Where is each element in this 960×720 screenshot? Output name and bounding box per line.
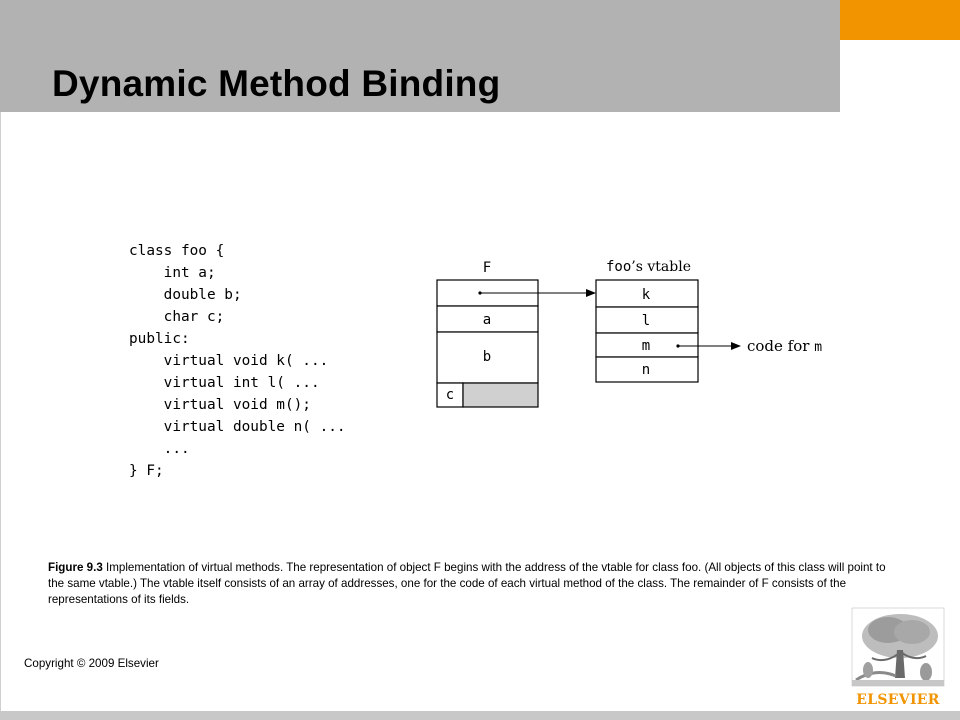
code-line: virtual double n( ... [129,419,346,435]
code-listing [129,240,346,482]
figure-caption [48,560,898,608]
vtable [596,280,698,382]
code-line: double b; [129,287,242,303]
slide-left-border [0,112,1,711]
vtable-entry-l-label: l [641,313,651,329]
field-a-label: a [482,312,492,328]
vtable-label-text: ’s vtable [631,259,691,275]
elsevier-logo [848,606,948,710]
vtable-pointer-dot [478,291,481,294]
code-line: ... [129,441,190,457]
code-line: char c; [129,309,225,325]
copyright-notice: Copyright © 2009 Elsevier [24,657,159,670]
vtable-class-name: foo [606,259,632,275]
code-line: virtual int l( ... [129,375,320,391]
vtable-entry-m-label: m [641,338,651,354]
slide-title: Dynamic Method Binding [52,63,501,104]
field-c-label: c [445,387,455,403]
method-m-dot [676,344,679,347]
code-line: virtual void k( ... [129,353,329,369]
caption-text: Implementation of virtual methods. The representation of object F begins with the address of the vtable for class foo. (All objects of this class will point to the same vtable.) The vtable itself consists of an array of addresses, one for the code of each virtual method of the class. The remainder of F consists of the representations of its fields. [48,561,886,606]
object-f-record [437,280,538,407]
field-b-label: b [482,349,492,365]
figure-label: Figure 9.3 [48,561,103,574]
accent-block [840,0,960,40]
padding-slot [463,383,538,407]
elsevier-wordmark: ELSEVIER [856,692,940,708]
code-for-method-name: m [814,340,823,355]
vtable-entry-k-label: k [641,287,651,303]
object-label: F [482,260,492,276]
vtable-diagram [420,250,850,420]
footer-bar [0,711,960,720]
vtable-entry-n-label: n [641,362,651,378]
vtable-label [606,259,691,275]
code-line: class foo { [129,243,225,259]
code-line: public: [129,331,190,347]
code-line: int a; [129,265,216,281]
code-for-m-label [747,337,822,355]
code-line: virtual void m(); [129,397,311,413]
code-line: } F; [129,463,164,479]
code-for-text: code for [747,337,815,355]
